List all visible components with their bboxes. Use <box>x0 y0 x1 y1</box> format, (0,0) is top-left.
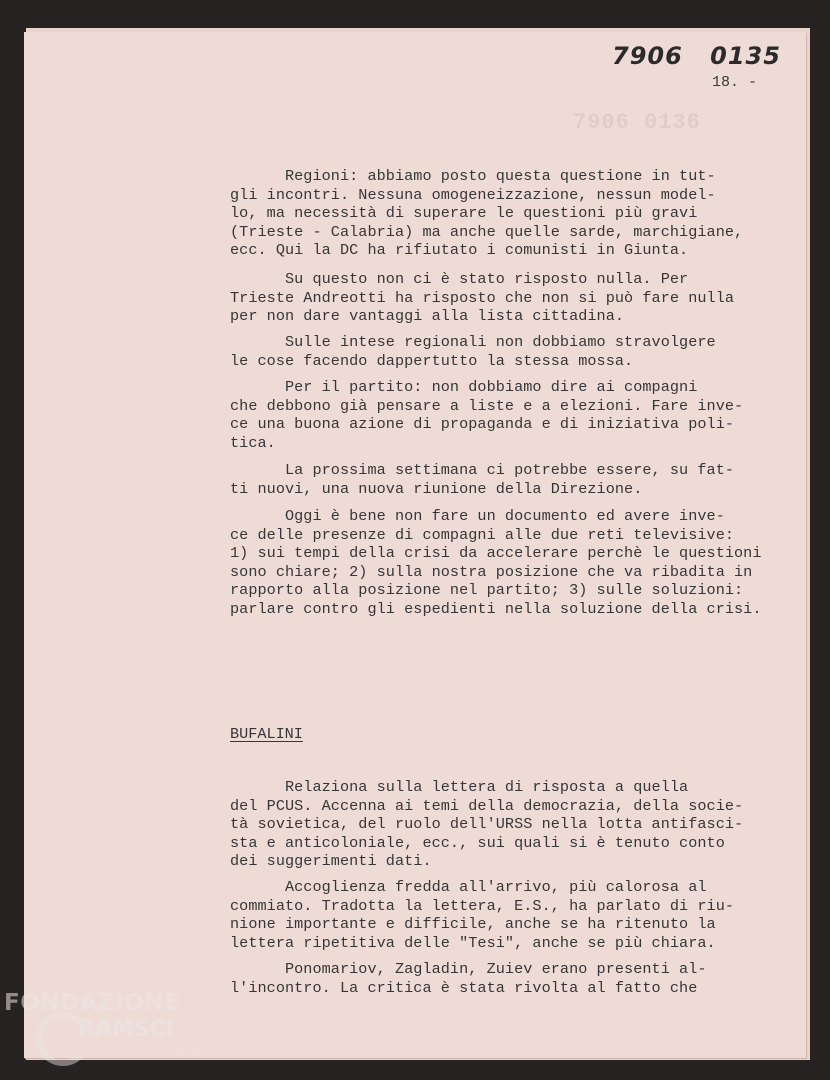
paragraph-intese: Sulle intese regionali non dobbiamo stravolgere le cose facendo dappertutto la stessa mossa. <box>230 333 716 370</box>
watermark-onlus: onlus <box>176 1048 203 1059</box>
paragraph-ponomariov: Ponomariov, Zagladin, Zuiev erano presenti al- l'incontro. La critica è stata rivolta al fatto che <box>230 960 707 997</box>
archive-stamp-number: 7906 0135 <box>612 42 781 70</box>
watermark-line1: FONDAZIONE <box>4 990 181 1016</box>
bleed-through-number: 7906 0136 <box>573 110 701 135</box>
paragraph-oggi: Oggi è bene non fare un documento ed avere inve- ce delle presenze di compagni alle due reti televisive: 1) sui tempi della crisi da accelerare perchè le questioni sono chiare; 2) sulla nostra posizione che va ribadita in rapporto alla posizione nel partito; 3) sulle soluzioni: parlare contro gli espedienti nella soluzione della crisi. <box>230 507 762 618</box>
paragraph-settimana: La prossima settimana ci potrebbe essere, su fat- ti nuovi, una nuova riunione della Direzione. <box>230 461 735 498</box>
page-number: 18. - <box>712 74 758 91</box>
fondazione-gramsci-watermark <box>4 990 214 1070</box>
watermark-line2: RAMSCI <box>78 1017 175 1042</box>
paragraph-accoglienza: Accoglienza fredda all'arrivo, più calorosa al commiato. Tradotta la lettera, E.S., ha parlato di riu- nione importante e difficile, anche se ha ritenuto la lettera ripetitiva delle "Tesi", anche se più chiara. <box>230 878 735 952</box>
paragraph-relaziona: Relaziona sulla lettera di risposta a quella del PCUS. Accenna ai temi della democrazia, della socie- tà sovietica, del ruolo dell'URSS nella lotta antifasci- sta e anticoloniale, ecc., sui quali si è tenuto conto dei suggerimenti dati. <box>230 778 744 871</box>
paragraph-partito: Per il partito: non dobbiamo dire ai compagni che debbono già pensare a liste e a elezioni. Fare inve- ce una buona azione di propaganda e di iniziativa poli- tica. <box>230 378 744 452</box>
paragraph-regioni: Regioni: abbiamo posto questa questione in tut- gli incontri. Nessuna omogeneizzazione, nessun model- lo, ma necessità di superare le questioni più gravi (Trieste - Calabria) ma anche quelle sarde, marchigiane, ecc. Qui la DC ha rifiutato i comunisti in Giunta. <box>230 167 744 260</box>
paragraph-trieste: Su questo non ci è stato risposto nulla. Per Trieste Andreotti ha risposto che non si può fare nulla per non dare vantaggi alla lista cittadina. <box>230 270 735 326</box>
section-heading-bufalini: BUFALINI <box>230 725 303 743</box>
